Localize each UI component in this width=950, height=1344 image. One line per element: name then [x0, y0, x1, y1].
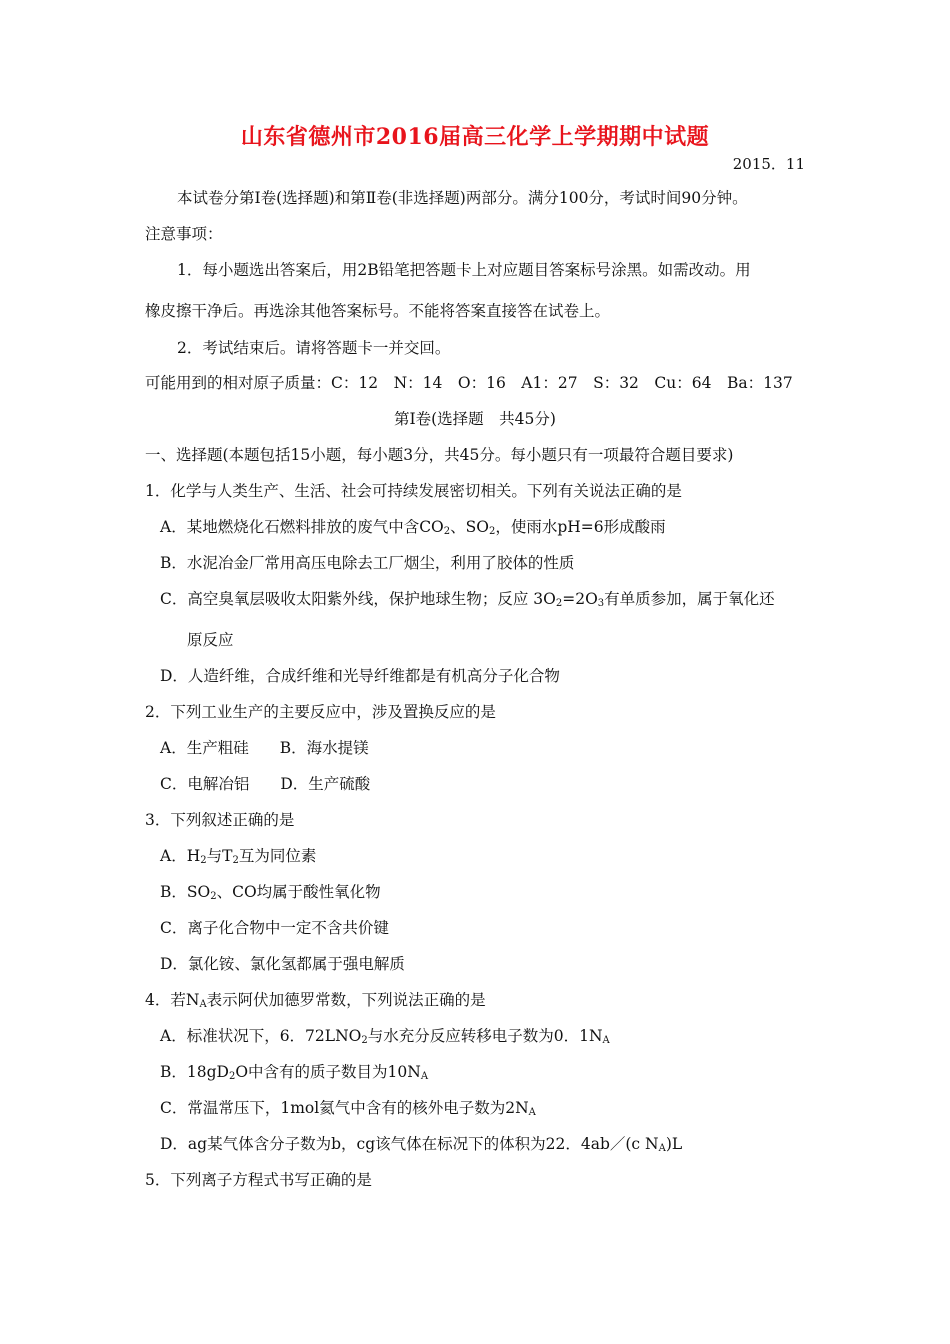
question-4-option-a: A．标准状况下，6．$72LNO_2$与水充分反应转移电子数为0．$1N_A$: [160, 1027, 610, 1046]
question-4-stem: 4．若$N_A$表示阿伏加德罗常数，下列说法正确的是: [145, 991, 486, 1010]
question-3-option-c: C．离子化合物中一定不含共价键: [160, 919, 389, 937]
exam-date: 2015．11: [732, 155, 805, 173]
page-title: 山东省德州市2016届高三化学上学期期中试题: [240, 124, 710, 150]
question-1-option-b: B．水泥冶金厂常用高压电除去工厂烟尘，利用了胶体的性质: [160, 554, 575, 572]
question-2-options-ab: A．生产粗硅 B．海水提镁: [160, 739, 369, 757]
question-4-option-c: C．常温常压下，1mol氦气中含有的核外电子数为$2N_A$: [160, 1099, 536, 1118]
notice-heading: 注意事项：: [145, 225, 223, 243]
question-3-stem: 3．下列叙述正确的是: [145, 811, 295, 829]
atomic-masses: 可能用到的相对原子质量：C：12 N：14 O：16 A1：27 S：32 Cu：64 Ba：137: [145, 374, 793, 392]
question-1-option-c: C．高空臭氧层吸收太阳紫外线，保护地球生物；反应 $3O_2=2O_3$有单质参加，属于氧化还: [160, 590, 775, 609]
part-instructions: 一、选择题(本题包括15小题，每小题3分，共45分。每小题只有一项最符合题目要求): [145, 446, 734, 464]
question-4-option-b: B．$18gD_2O$中含有的质子数目为$10N_A$: [160, 1063, 429, 1082]
section-title: 第Ⅰ卷(选择题 共45分): [394, 410, 556, 428]
question-3-option-a: A．$H_2$与$T_2$互为同位素: [160, 847, 317, 866]
question-2-stem: 2．下列工业生产的主要反应中，涉及置换反应的是: [145, 703, 496, 721]
question-4-option-d: D．ag某气体含分子数为b，cg该气体在标况下的体积为22．4ab／(c $N_A)L$: [160, 1135, 683, 1154]
notice-item-1-cont: 橡皮擦干净后。再选涂其他答案标号。不能将答案直接答在试卷上。: [145, 302, 611, 320]
intro-text: 本试卷分第Ⅰ卷(选择题)和第Ⅱ卷(非选择题)两部分。满分100分，考试时间90分钟。: [177, 189, 748, 207]
question-3-option-d: D．氯化铵、氯化氢都属于强电解质: [160, 955, 405, 973]
question-1-option-a: A．某地燃烧化石燃料排放的废气中含$CO_2$、$SO_2$，使雨水pH=6形成酸雨: [160, 518, 666, 537]
question-1-option-d: D．人造纤维，合成纤维和光导纤维都是有机高分子化合物: [160, 667, 560, 685]
notice-item-2: 2．考试结束后。请将答题卡一并交回。: [177, 339, 451, 357]
notice-item-1: 1．每小题选出答案后，用2B铅笔把答题卡上对应题目答案标号涂黑。如需改动。用: [177, 261, 751, 279]
question-1-option-c-cont: 原反应: [187, 631, 234, 649]
question-1-stem: 1．化学与人类生产、生活、社会可持续发展密切相关。下列有关说法正确的是: [145, 482, 682, 500]
question-3-option-b: B．$SO_2$、CO均属于酸性氧化物: [160, 883, 381, 902]
question-2-options-cd: C．电解冶铝 D．生产硫酸: [160, 775, 371, 793]
question-5-stem: 5．下列离子方程式书写正确的是: [145, 1171, 372, 1189]
